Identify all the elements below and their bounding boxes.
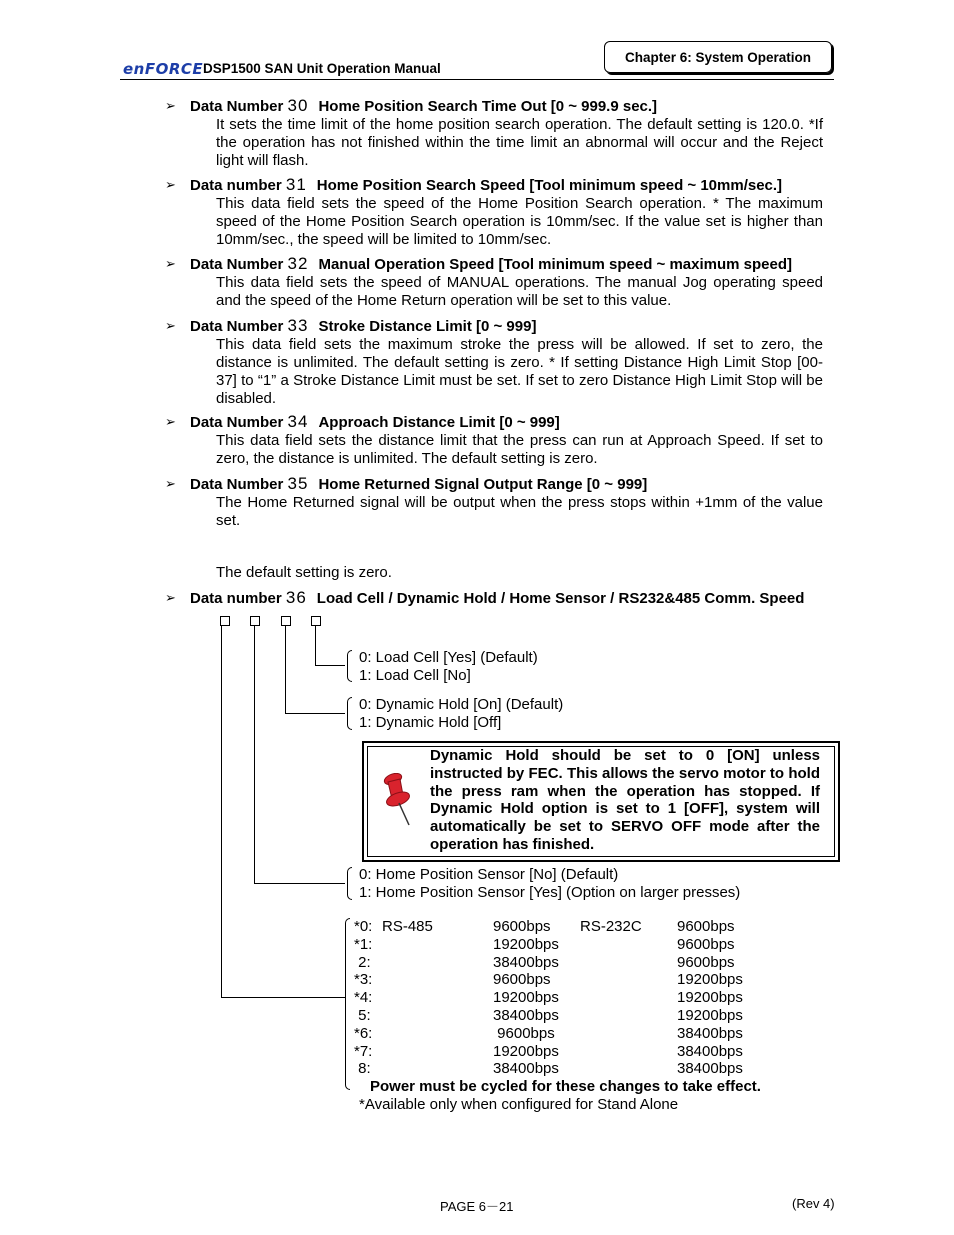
entry-prefix: Data Number bbox=[190, 414, 284, 431]
entry-number: 30 bbox=[287, 96, 309, 115]
speed-cell: *1: bbox=[354, 935, 373, 953]
entry-33 bbox=[165, 317, 823, 408]
speed-cell bbox=[580, 971, 677, 989]
home-sensor-option-1: 1: Home Position Sensor [Yes] (Option on larger presses) bbox=[359, 884, 741, 901]
speed-cell: 38400bps bbox=[493, 1060, 559, 1078]
entry-body: This data field sets the distance limit that the press can run at Approach Speed. If set to zero, the distance is unlimited. The default setting is zero. bbox=[216, 432, 823, 467]
entry-34 bbox=[165, 413, 823, 468]
arrow-bullet-icon: ➢ bbox=[165, 256, 176, 271]
entry-heading bbox=[165, 97, 823, 116]
speed-row bbox=[354, 1007, 743, 1025]
speed-cell: 38400bps bbox=[493, 953, 559, 971]
dynamic-hold-option-1: 1: Dynamic Hold [Off] bbox=[359, 714, 502, 731]
speed-cell bbox=[382, 954, 493, 972]
speed-cell: *3: bbox=[354, 971, 373, 989]
connector-line bbox=[254, 883, 345, 884]
speed-cell bbox=[580, 1007, 677, 1025]
speed-cell: RS-485 bbox=[382, 918, 433, 935]
speed-row bbox=[354, 989, 743, 1007]
entry-body: It sets the time limit of the home position search operation. The default setting is 120.0. *If the operation has not finished within the time limit an abnormal will occur and the Reject light will flash. bbox=[216, 116, 823, 169]
entry-title: Home Returned Signal Output Range [0 ~ 999] bbox=[318, 476, 648, 493]
speed-cell: 9600bps bbox=[677, 935, 735, 953]
home-sensor-option-0: 0: Home Position Sensor [No] (Default) bbox=[359, 866, 619, 883]
speed-row bbox=[354, 1025, 743, 1043]
speed-cell: *0: bbox=[354, 918, 373, 935]
document-title: DSP1500 SAN Unit Operation Manual bbox=[203, 61, 441, 76]
chapter-label: Chapter 6: System Operation bbox=[604, 41, 832, 73]
entry-body: This data field sets the speed of the Home Position Search operation. * The maximum speed of the Home Position Search operation is 10mm/sec. If the value set is higher than 10mm/sec., the speed will be limited to 10mm/sec. bbox=[216, 195, 823, 248]
entry-heading bbox=[165, 475, 823, 494]
entry-31 bbox=[165, 176, 823, 249]
speed-cell: 19200bps bbox=[677, 1006, 743, 1024]
speed-cell: 19200bps bbox=[493, 989, 559, 1007]
entry-prefix: Data Number bbox=[190, 476, 284, 493]
entry-number: 36 bbox=[285, 588, 307, 607]
speed-cell bbox=[580, 989, 677, 1007]
speed-cell: 8: bbox=[354, 1060, 371, 1078]
entry-title: Load Cell / Dynamic Hold / Home Sensor / RS232&485 Comm. Speed bbox=[316, 590, 805, 607]
speed-cell bbox=[580, 1025, 677, 1043]
entry-body: This data field sets the maximum stroke the press will be allowed. If set to zero, the distance is unlimited. The default setting is zero. * If setting Distance High Limit Stop [00-37] to “1” a Stroke Distance Limit must be set. If set to zero Distance High Limit Stop will be disabled. bbox=[216, 336, 823, 407]
entry-title: Home Position Search Time Out [0 ~ 999.9 sec.] bbox=[318, 98, 658, 115]
speed-cell bbox=[580, 936, 677, 954]
speed-cell bbox=[382, 1025, 493, 1043]
speed-row bbox=[354, 1060, 743, 1078]
entry-30 bbox=[165, 97, 823, 170]
dynamic-hold-note bbox=[362, 741, 840, 862]
speed-cell: 2: bbox=[354, 953, 371, 971]
speed-cell: 9600bps bbox=[677, 918, 735, 935]
speed-cell: *7: bbox=[354, 1042, 373, 1060]
entry-number: 32 bbox=[287, 254, 309, 273]
speed-cell: 9600bps bbox=[493, 971, 551, 989]
load-cell-option-1: 1: Load Cell [No] bbox=[359, 667, 471, 684]
speed-cell: 9600bps bbox=[493, 918, 551, 935]
connector-line bbox=[221, 626, 222, 998]
connector-line bbox=[285, 626, 286, 714]
speed-cell bbox=[382, 989, 493, 1007]
speed-cell: 19200bps bbox=[493, 935, 559, 953]
entry-prefix: Data number bbox=[190, 177, 282, 194]
default-zero-text: The default setting is zero. bbox=[216, 564, 392, 581]
entry-number: 33 bbox=[287, 316, 309, 335]
digit-box-comm-speed bbox=[220, 616, 230, 626]
entry-title: Approach Distance Limit [0 ~ 999] bbox=[318, 414, 560, 431]
entry-heading bbox=[165, 413, 823, 432]
entry-heading bbox=[165, 589, 823, 608]
entry-heading bbox=[165, 176, 823, 195]
header-rule bbox=[120, 79, 834, 80]
speed-cell: *4: bbox=[354, 989, 373, 1007]
brace bbox=[347, 650, 352, 682]
arrow-bullet-icon: ➢ bbox=[165, 177, 176, 192]
enforce-logo: enFORCE bbox=[123, 60, 204, 78]
speed-cell: 9600bps bbox=[677, 953, 735, 971]
brace bbox=[345, 918, 350, 1090]
speed-cell: 19200bps bbox=[493, 1042, 559, 1060]
speed-cell: 19200bps bbox=[677, 971, 743, 989]
pushpin-icon bbox=[382, 773, 416, 829]
speed-cell bbox=[382, 936, 493, 954]
speed-row bbox=[354, 954, 743, 972]
entry-body: This data field sets the speed of MANUAL operations. The manual Jog operating speed and the speed of the Home Return operation will be set to this value. bbox=[216, 274, 823, 309]
speed-cell: 9600bps bbox=[493, 1024, 555, 1042]
entry-heading bbox=[165, 317, 823, 336]
speed-cell bbox=[382, 971, 493, 989]
speed-cell: *6: bbox=[354, 1024, 373, 1042]
arrow-bullet-icon: ➢ bbox=[165, 98, 176, 113]
speed-cell: 38400bps bbox=[677, 1060, 743, 1078]
note-text: Dynamic Hold should be set to 0 [ON] unless instructed by FEC. This allows the servo motor to hold the press ram when the operation has stopped. If Dynamic Hold option is set to 1 [OFF], system will automatically be set to SERVO OFF mode after the operation has finished. bbox=[430, 747, 820, 853]
speed-row bbox=[354, 936, 743, 954]
speed-row bbox=[354, 1043, 743, 1061]
speed-cell: 38400bps bbox=[677, 1024, 743, 1042]
entry-number: 35 bbox=[287, 474, 309, 493]
entry-prefix: Data Number bbox=[190, 98, 284, 115]
load-cell-option-0: 0: Load Cell [Yes] (Default) bbox=[359, 649, 538, 666]
digit-box-dynamic-hold bbox=[281, 616, 291, 626]
speed-cell: RS-232C bbox=[580, 918, 642, 935]
connector-line bbox=[254, 626, 255, 884]
speed-cell: 38400bps bbox=[677, 1042, 743, 1060]
entry-heading bbox=[165, 255, 823, 274]
arrow-bullet-icon: ➢ bbox=[165, 590, 176, 605]
entry-prefix: Data number bbox=[190, 590, 282, 607]
entry-prefix: Data Number bbox=[190, 256, 284, 273]
connector-line bbox=[221, 997, 345, 998]
connector-line bbox=[315, 626, 316, 666]
entry-title: Manual Operation Speed [Tool minimum speed ~ maximum speed] bbox=[318, 256, 793, 273]
revision-label: (Rev 4) bbox=[792, 1196, 835, 1211]
speed-cell bbox=[382, 1007, 493, 1025]
arrow-bullet-icon: ➢ bbox=[165, 476, 176, 491]
entry-prefix: Data Number bbox=[190, 318, 284, 335]
speed-cell bbox=[580, 954, 677, 972]
brace bbox=[347, 697, 352, 730]
entry-title: Home Position Search Speed [Tool minimum speed ~ 10mm/sec.] bbox=[316, 177, 783, 194]
speed-cell: 19200bps bbox=[677, 989, 743, 1007]
speed-cell bbox=[580, 1043, 677, 1061]
availability-note: *Available only when configured for Stand Alone bbox=[359, 1096, 679, 1113]
speed-cell: 38400bps bbox=[493, 1006, 559, 1024]
digit-box-load-cell bbox=[311, 616, 321, 626]
entry-body: The Home Returned signal will be output when the press stops within +1mm of the value set. bbox=[216, 494, 823, 529]
dynamic-hold-option-0: 0: Dynamic Hold [On] (Default) bbox=[359, 696, 564, 713]
speed-cell bbox=[580, 1060, 677, 1078]
entry-32 bbox=[165, 255, 823, 310]
speed-row bbox=[354, 971, 743, 989]
digit-box-home-sensor bbox=[250, 616, 260, 626]
speed-cell: 5: bbox=[354, 1006, 371, 1024]
connector-line bbox=[285, 713, 345, 714]
speed-row bbox=[354, 918, 743, 936]
power-cycle-note: Power must be cycled for these changes to take effect. bbox=[370, 1078, 761, 1095]
comm-speed-table bbox=[354, 918, 743, 1078]
speed-cell bbox=[382, 1060, 493, 1078]
entry-number: 31 bbox=[285, 175, 307, 194]
speed-cell bbox=[382, 1043, 493, 1061]
entry-number: 34 bbox=[287, 412, 309, 431]
arrow-bullet-icon: ➢ bbox=[165, 318, 176, 333]
brace bbox=[347, 867, 352, 900]
entry-35 bbox=[165, 475, 823, 530]
arrow-bullet-icon: ➢ bbox=[165, 414, 176, 429]
entry-title: Stroke Distance Limit [0 ~ 999] bbox=[318, 318, 537, 335]
entry-36 bbox=[165, 589, 823, 608]
connector-line bbox=[315, 665, 345, 666]
page-number: PAGE 6－21 bbox=[440, 1199, 514, 1214]
